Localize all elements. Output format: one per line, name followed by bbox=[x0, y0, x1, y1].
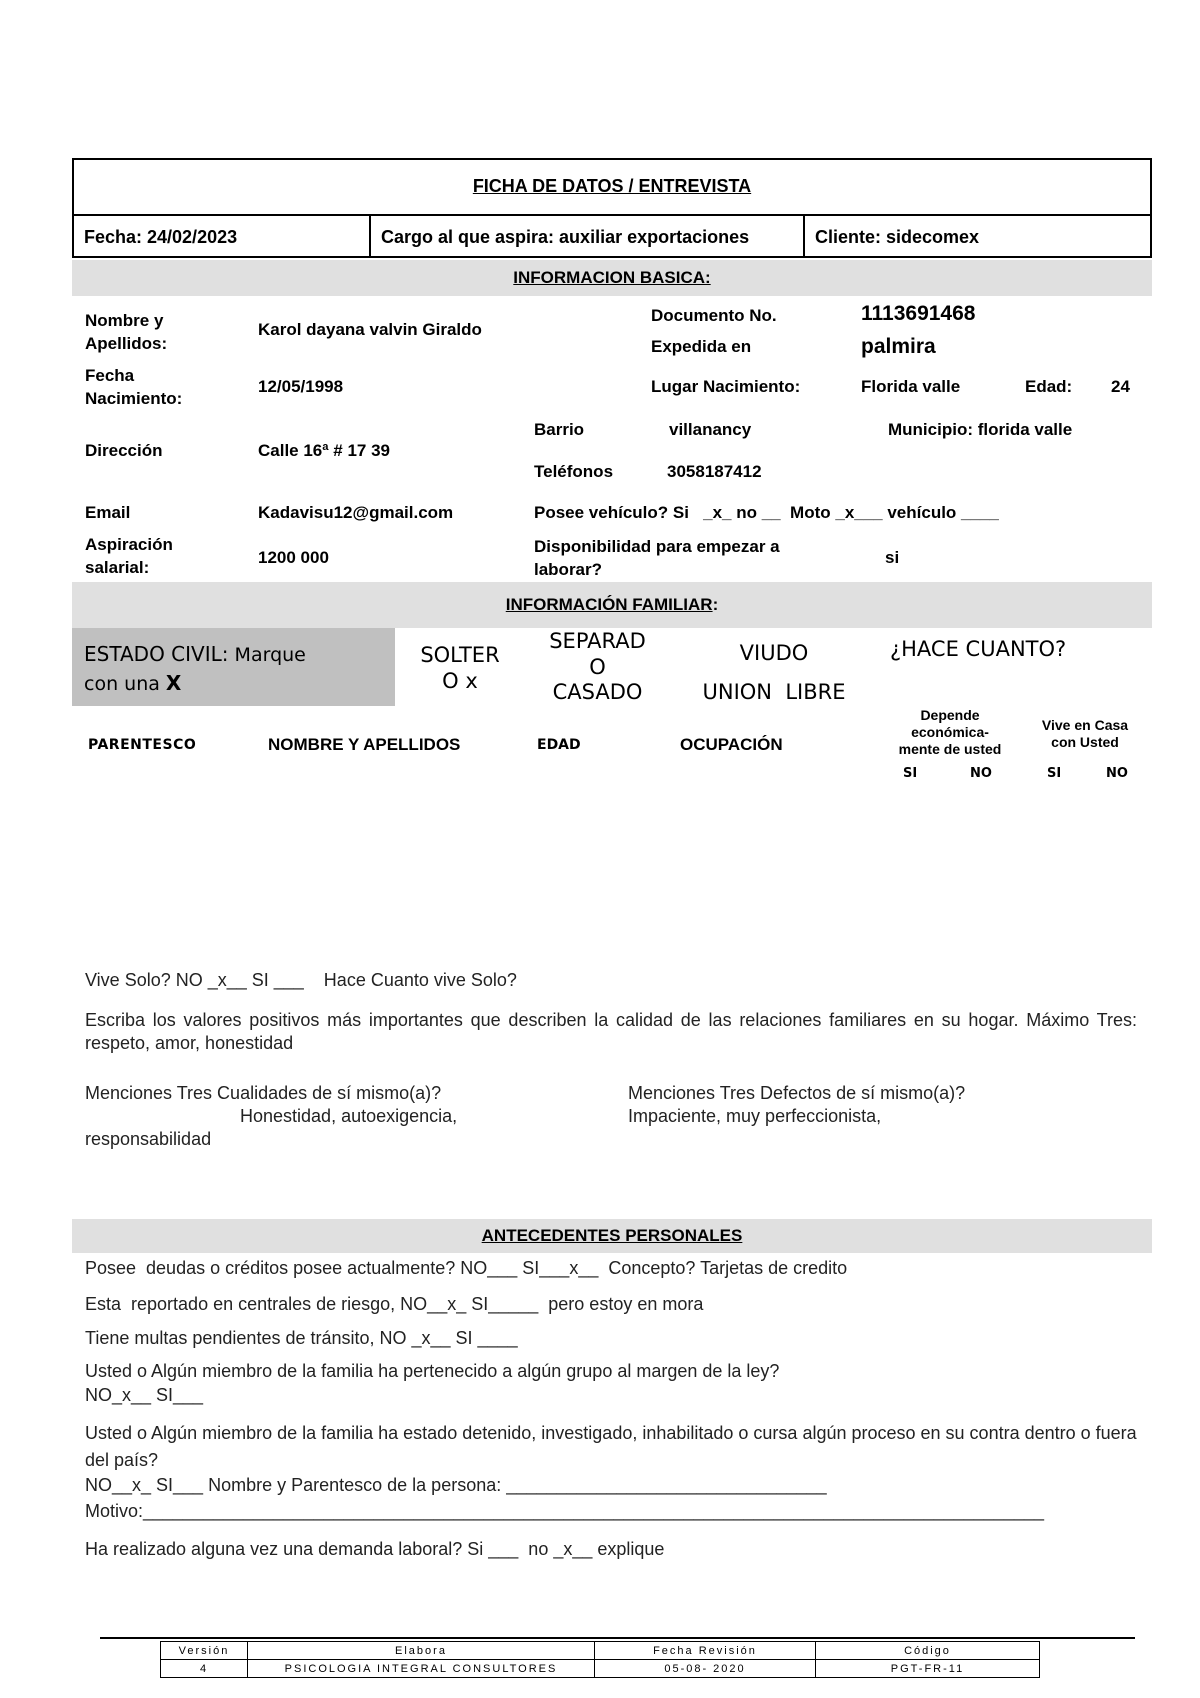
grupo-ley-answer: NO_x__ SI___ bbox=[85, 1385, 204, 1405]
multas-question: Tiene multas pendientes de tránsito, NO _x__ SI ____ bbox=[85, 1328, 518, 1348]
disponibilidad-label: Disponibilidad para empezar a laborar? bbox=[534, 537, 780, 579]
email-label: Email bbox=[85, 503, 131, 522]
section-antecedentes-personales: ANTECEDENTES PERSONALES bbox=[72, 1219, 1152, 1253]
telefonos-label: Teléfonos bbox=[534, 462, 614, 481]
centrales-riesgo-question: Esta reportado en centrales de riesgo, NO__x_ SI_____ pero estoy en mora bbox=[85, 1294, 704, 1314]
footer-header-row bbox=[161, 1642, 1040, 1660]
documento-label: Documento No. bbox=[651, 306, 777, 325]
vehiculo-field: Posee vehículo? Si _x_ no __ Moto _x___ vehículo ____ bbox=[534, 503, 999, 522]
barrio-label: Barrio bbox=[534, 420, 585, 439]
col-vive-en-casa: Vive en Casa con Usted bbox=[1041, 717, 1129, 750]
section-informacion-basica: INFORMACION BASICA: bbox=[72, 260, 1152, 296]
footer-version-header: Versión bbox=[161, 1642, 248, 1660]
deudas-question: Posee deudas o créditos posee actualmente? NO___ SI___x__ Concepto? Tarjetas de credito bbox=[85, 1258, 848, 1278]
col-depende-si: SI bbox=[903, 766, 918, 781]
barrio-value: villanancy bbox=[669, 420, 752, 439]
form-header bbox=[72, 158, 1152, 258]
section-informacion-familiar-title: INFORMACIÓN FAMILIAR bbox=[505, 595, 713, 614]
cualidades-answer-1: Honestidad, autoexigencia, bbox=[240, 1106, 458, 1126]
edad-label: Edad: bbox=[1025, 377, 1073, 396]
section-informacion-familiar bbox=[72, 582, 1152, 628]
footer-fecha-value: 05-08- 2020 bbox=[595, 1660, 816, 1678]
estado-civil-hint: Marque con una bbox=[84, 644, 306, 695]
estado-civil-x: X bbox=[165, 671, 182, 695]
municipio-field: Municipio: florida valle bbox=[888, 420, 1073, 439]
aspiracion-label: Aspiración salarial: bbox=[85, 535, 173, 577]
col-vive-si: SI bbox=[1047, 766, 1062, 781]
grupo-ley-question: Usted o Algún miembro de la familia ha pertenecido a algún grupo al margen de la ley? bbox=[85, 1361, 780, 1381]
footer-version-value: 4 bbox=[161, 1660, 248, 1678]
disponibilidad-value: si bbox=[885, 548, 900, 567]
col-ocupacion: OCUPACIÓN bbox=[680, 735, 783, 754]
aspiracion-value: 1200 000 bbox=[258, 548, 329, 567]
option-viudo: VIUDO bbox=[739, 641, 809, 665]
option-separado: SEPARAD O bbox=[549, 629, 646, 679]
option-casado: CASADO bbox=[552, 680, 643, 704]
col-depende: Depende económica- mente de usted bbox=[898, 707, 1002, 757]
defectos-question: Menciones Tres Defectos de sí mismo(a)? bbox=[628, 1083, 966, 1103]
col-nombre-apellidos: NOMBRE Y APELLIDOS bbox=[268, 735, 461, 754]
valores-question: Escriba los valores positivos más importantes que describen la calidad de las relaciones familiares en su hogar. Máximo Tres: respeto, amor, honestidad bbox=[85, 1010, 1137, 1053]
section-informacion-familiar-colon: : bbox=[712, 595, 719, 614]
edad-value: 24 bbox=[1111, 377, 1130, 396]
email-value: Kadavisu12@gmail.com bbox=[258, 503, 454, 522]
telefonos-value: 3058187412 bbox=[667, 462, 762, 481]
expedida-value: palmira bbox=[861, 335, 936, 358]
fecha-nacimiento-label: Fecha Nacimiento: bbox=[85, 366, 183, 408]
motivo-field: Motivo:__________________________________________________________________________________________ bbox=[85, 1501, 1044, 1521]
demanda-laboral-question: Ha realizado alguna vez una demanda laboral? Si ___ no _x__ explique bbox=[85, 1539, 665, 1559]
footer-codigo-value: PGT-FR-11 bbox=[816, 1660, 1040, 1678]
footer-codigo-header: Código bbox=[816, 1642, 1040, 1660]
option-union-libre: UNION LIBRE bbox=[702, 680, 846, 704]
col-vive-no: NO bbox=[1106, 766, 1128, 781]
cliente-field: Cliente: sidecomex bbox=[803, 216, 1152, 258]
expedida-label: Expedida en bbox=[651, 337, 752, 356]
lugar-nacimiento-label: Lugar Nacimiento: bbox=[651, 377, 801, 396]
documento-value: 1113691468 bbox=[861, 302, 976, 325]
col-parentesco: PARENTESCO bbox=[88, 737, 197, 753]
estado-civil-box bbox=[72, 628, 395, 706]
fecha-field: Fecha: 24/02/2023 bbox=[84, 226, 238, 247]
nombre-label: Nombre y Apellidos: bbox=[85, 311, 168, 353]
cualidades-answer-2: responsabilidad bbox=[85, 1129, 212, 1149]
col-depende-no: NO bbox=[970, 766, 992, 781]
header-row bbox=[74, 214, 1150, 258]
fecha-nacimiento-value: 12/05/1998 bbox=[258, 377, 344, 396]
footer-rule bbox=[100, 1637, 1135, 1639]
footer-table bbox=[160, 1641, 1040, 1678]
col-edad: EDAD bbox=[537, 737, 581, 753]
direccion-label: Dirección bbox=[85, 441, 163, 460]
cualidades-question: Menciones Tres Cualidades de sí mismo(a)? bbox=[85, 1083, 442, 1103]
nombre-value: Karol dayana valvin Giraldo bbox=[258, 320, 482, 339]
detenido-question: Usted o Algún miembro de la familia ha estado detenido, investigado, inhabilitado o cursa algún proceso en su contra dentro o fuera del país? bbox=[85, 1423, 1137, 1470]
footer-elabora-header: Elabora bbox=[248, 1642, 595, 1660]
footer-fecha-header: Fecha Revisión bbox=[595, 1642, 816, 1660]
hace-cuanto-label: ¿HACE CUANTO? bbox=[890, 637, 1067, 661]
detenido-answer: NO__x_ SI___ Nombre y Parentesco de la persona: ________________________________ bbox=[85, 1475, 827, 1495]
cargo-field: Cargo al que aspira: auxiliar exportaciones bbox=[369, 216, 803, 258]
estado-civil-label: ESTADO CIVIL: bbox=[84, 642, 229, 666]
direccion-value: Calle 16ª # 17 39 bbox=[258, 441, 390, 460]
defectos-answer: Impaciente, muy perfeccionista, bbox=[628, 1106, 882, 1126]
footer-elabora-value: PSICOLOGIA INTEGRAL CONSULTORES bbox=[248, 1660, 595, 1678]
vive-solo-question: Vive Solo? NO _x__ SI ___ Hace Cuanto vive Solo? bbox=[85, 970, 517, 990]
footer-value-row bbox=[161, 1660, 1040, 1678]
form-title: FICHA DE DATOS / ENTREVISTA bbox=[472, 176, 752, 196]
lugar-nacimiento-value: Florida valle bbox=[861, 377, 961, 396]
option-soltero: SOLTER O x bbox=[420, 643, 500, 693]
